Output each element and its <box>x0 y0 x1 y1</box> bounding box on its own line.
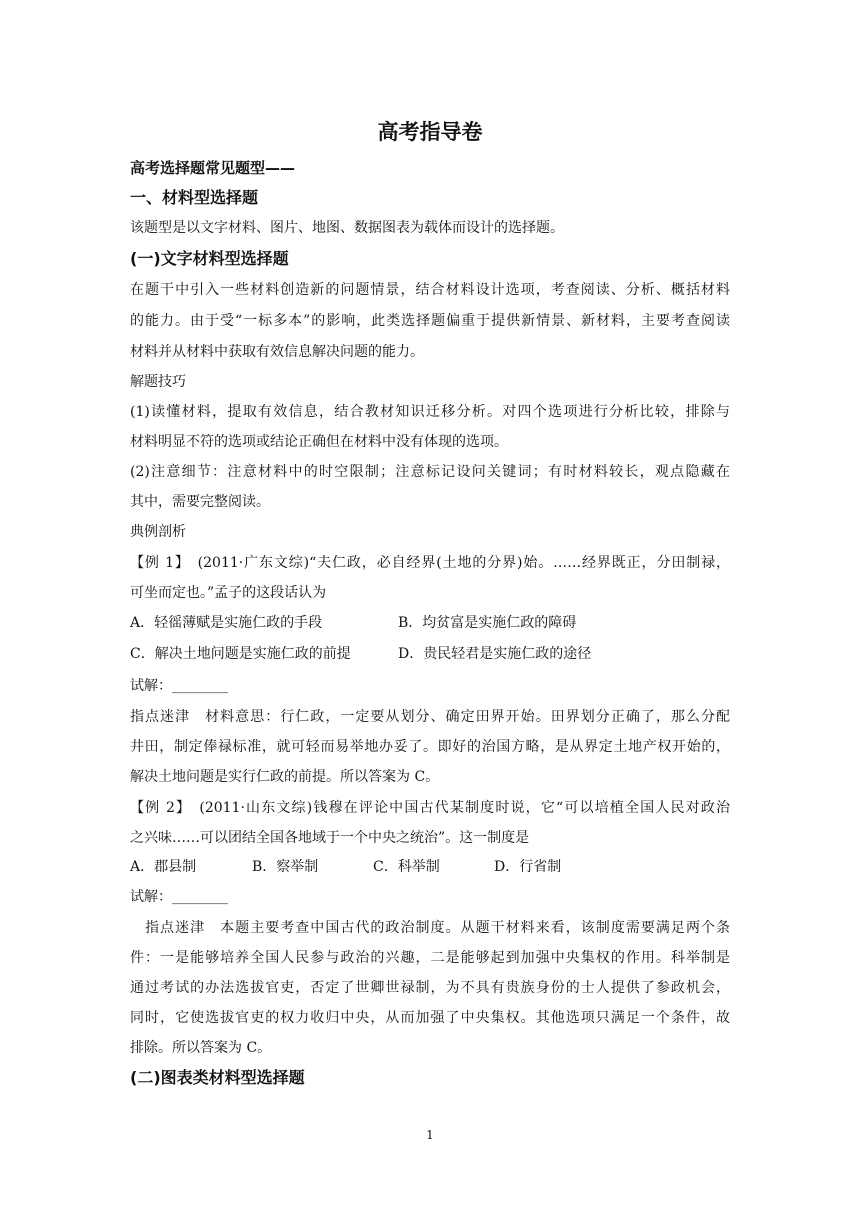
example1-explain-line: 指点迷津 材料意思：行仁政，一定要从划分、确定田界开始。田界划分正确了，那么分配 <box>130 709 730 725</box>
tip-line: (2)注意细节：注意材料中的时空限制；注意标记设问关键词；有时材料较长，观点隐藏在 <box>130 464 730 480</box>
example1-option-a: A．轻徭薄赋是实施仁政的手段 <box>130 615 323 631</box>
tips-label: 解题技巧 <box>130 374 186 390</box>
paragraph-line: 的能力。由于受“一标多本”的影响，此类选择题偏重于提供新情景、新材料，主要考查阅读 <box>130 313 730 329</box>
analysis-label: 典例剖析 <box>130 524 186 540</box>
example1-stem-line: 【例 1】 (2011·广东文综)“夫仁政，必自经界(土地的分界)始。……经界既正，分田制禄， <box>130 555 730 571</box>
example2-explain-line: 指点迷津 本题主要考查中国古代的政治制度。从题干材料来看，该制度需要满足两个条 <box>130 920 730 936</box>
tip-line: (1)读懂材料，提取有效信息，结合教材知识迁移分析。对四个选项进行分析比较，排除与 <box>130 404 730 420</box>
example1-explain-line: 解决土地问题是实行仁政的前提。所以答案为 C。 <box>130 769 440 785</box>
example2-explain-line: 同时，它使选拔官吏的权力收归中央，从而加强了中央集权。其他选项只满足一个条件，故 <box>130 1010 730 1026</box>
section-intro: 该题型是以文字材料、图片、地图、数据图表为载体而设计的选择题。 <box>130 220 564 236</box>
example2-option-b: B．察举制 <box>252 859 319 875</box>
example1-stem-line: 可坐而定也。”孟子的这段话认为 <box>130 585 327 601</box>
subsection-heading-text: (一)文字材料型选择题 <box>130 249 289 268</box>
example2-answer-line: 试解：________ <box>130 889 228 905</box>
example2-stem-line: 【例 2】 (2011·山东文综)钱穆在评论中国古代某制度时说，它“可以培植全国人民对政治 <box>130 800 730 816</box>
example2-option-c: C．科举制 <box>373 859 440 875</box>
example1-explain-line: 井田，制定俸禄标准，就可轻而易举地办妥了。即好的治国方略，是从界定土地产权开始的， <box>130 739 730 755</box>
page-number: 1 <box>426 1128 434 1142</box>
example1-option-d: D．贵民轻君是实施仁政的途径 <box>398 646 592 662</box>
tip-line: 材料明显不符的选项或结论正确但在材料中没有体现的选项。 <box>130 434 508 450</box>
example2-explain-line: 件：一是能够培养全国人民参与政治的兴趣，二是能够起到加强中央集权的作用。科举制是 <box>130 950 730 966</box>
paragraph-line: 材料并从材料中获取有效信息解决问题的能力。 <box>130 344 424 360</box>
subsection-heading-chart: (二)图表类材料型选择题 <box>130 1068 305 1087</box>
section-heading-material: 一、材料型选择题 <box>130 188 259 207</box>
example2-option-d: D．行省制 <box>494 859 562 875</box>
example2-stem-line: 之兴味……可以团结全国各地域于一个中央之统治”。这一制度是 <box>130 830 530 846</box>
tip-line: 其中，需要完整阅读。 <box>130 494 270 510</box>
example1-answer-line: 试解：________ <box>130 678 228 694</box>
paragraph-line: 在题干中引入一些材料创造新的问题情景，结合材料设计选项，考查阅读、分析、概括材料 <box>130 282 730 298</box>
document-title: 高考指导卷 <box>377 120 483 144</box>
example2-explain-line: 排除。所以答案为 C。 <box>130 1040 272 1056</box>
example1-option-c: C．解决土地问题是实施仁政的前提 <box>130 646 351 662</box>
example1-option-b: B．均贫富是实施仁政的障碍 <box>398 615 577 631</box>
example2-option-a: A．郡县制 <box>130 859 197 875</box>
example2-explain-line: 通过考试的办法选拔官吏，否定了世卿世禄制，为不具有贵族身份的士人提供了参政机会， <box>130 980 730 996</box>
main-heading: 高考选择题常见题型—— <box>130 159 296 177</box>
